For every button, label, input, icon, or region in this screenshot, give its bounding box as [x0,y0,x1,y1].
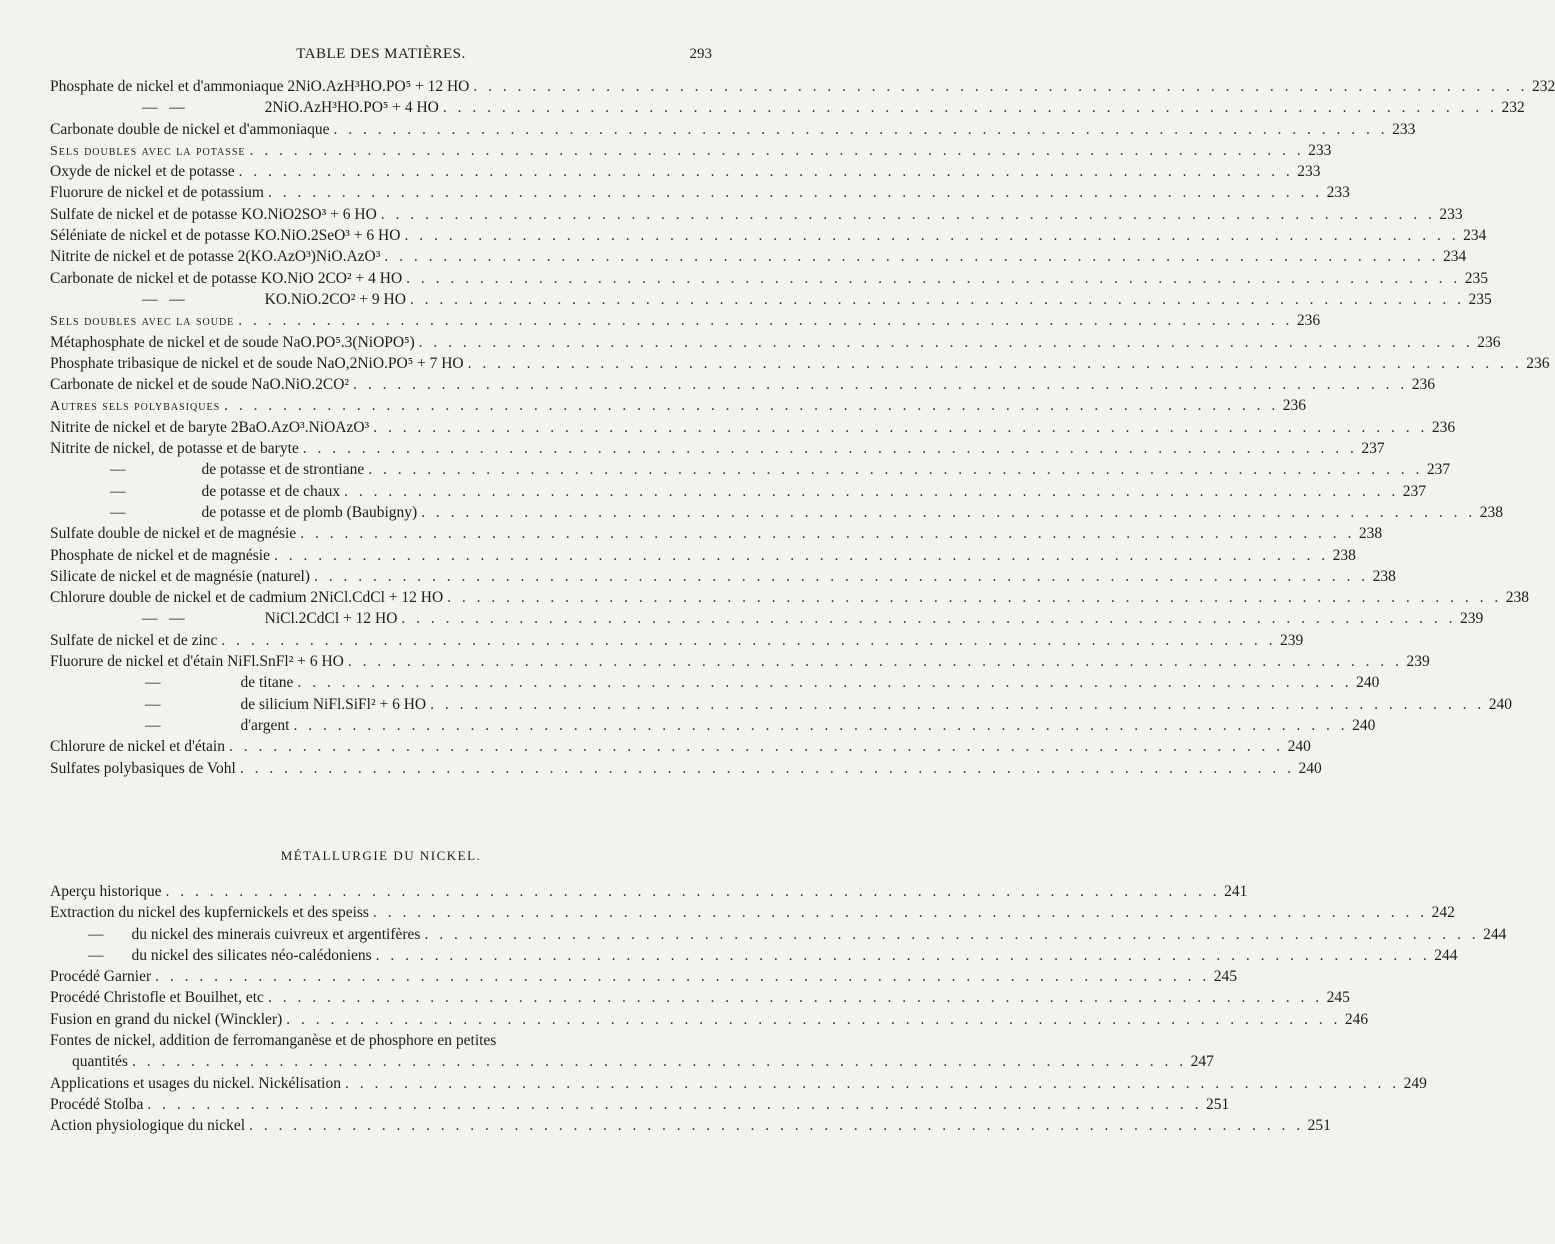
toc-page-number: 236 [1526,354,1550,372]
leader-dots [384,246,1439,267]
toc-entry-title: de silicium NiFl.SiFl² + 6 HO [240,695,427,713]
toc-entry-title: Fluorure de nickel et d'étain NiFl.SnFl² + 6 HO [50,653,344,671]
leader-dots [224,395,1279,416]
toc-entry [50,204,1463,225]
toc-entry-title: Procédé Stolba [50,1095,144,1113]
toc-entry-title: Carbonate de nickel et de potasse KO.NiO 2CO² + 4 HO [50,269,403,287]
toc-entry [50,630,1304,651]
toc-page-number: 233 [1392,120,1416,138]
leader-dots [348,651,1403,672]
page-number: 293 [689,46,712,62]
toc-entry-title: Nitrite de nickel, de potasse et de baryte [50,440,299,458]
toc-entry-title: Sulfates polybasiques de Vohl [50,759,236,777]
leader-dots [447,587,1502,608]
toc-entry-title: Silicate de nickel et de magnésie (naturel) [50,567,310,585]
toc-entry [50,608,1484,629]
toc-entry [50,289,1492,310]
toc-entry [50,715,1376,736]
toc-entry [50,1094,1230,1115]
toc-page-number: 235 [1468,290,1492,308]
toc-entry-title: de potasse et de strontiane [201,461,365,479]
toc-page-number: 233 [1297,163,1321,181]
leader-dots [229,736,1284,757]
leader-dots [421,502,1476,523]
toc-entry [50,945,1458,966]
toc-page-number: 249 [1403,1074,1427,1092]
toc-entry [50,566,1396,587]
leader-dots [147,1094,1202,1115]
leader-dots [249,140,1304,161]
toc-entry-title: Action physiologique du nickel [50,1117,246,1135]
toc-page-number: 251 [1206,1095,1230,1113]
leader-dots [268,182,1323,203]
toc-entry [50,987,1350,1008]
toc-entry [50,332,1501,353]
toc-entry-title: Phosphate de nickel et de magnésie [50,546,270,564]
toc-entry-title: de potasse et de plomb (Baubigny) [201,503,418,521]
toc-page-number: 247 [1190,1053,1214,1071]
toc-entry [50,97,1525,118]
leader-dots [268,987,1323,1008]
leader-dots [303,438,1358,459]
toc-page-number: 233 [1308,141,1332,159]
toc-page-number: 239 [1280,631,1304,649]
leader-dots [240,758,1295,779]
toc-entry [50,1115,1331,1136]
toc-page-number: 244 [1483,925,1507,943]
toc-entry-title: Fusion en grand du nickel (Winckler) [50,1010,283,1028]
toc-page-number: 236 [1282,397,1307,415]
toc-entry-title: Oxyde de nickel et de potasse [50,163,235,181]
leader-dots [249,1115,1304,1136]
toc-page-number: 245 [1213,968,1238,986]
leader-dots [424,924,1479,945]
toc-entry [50,966,1238,987]
leader-dots [286,1009,1341,1030]
toc-page-number: 234 [1463,227,1487,245]
toc-entry [50,395,1307,416]
ditto-mark: — [145,716,161,734]
leader-dots [300,523,1355,544]
leader-dots [165,881,1220,902]
toc-entry-title: Fluorure de nickel et de potassium [50,184,264,202]
toc-entry-title: Sulfate de nickel et de zinc [50,631,218,649]
leader-dots [238,310,1293,331]
toc-list-chemistry [50,76,1555,779]
ditto-mark: — [145,695,161,713]
running-title: TABLE DES MATIÈRES. [296,46,466,62]
section-heading: MÉTALLURGIE DU NICKEL. [280,848,482,863]
leader-dots [239,161,1294,182]
toc-page-number: 237 [1402,482,1426,500]
leader-dots [404,225,1459,246]
toc-entry-title: 2NiO.AzH³HO.PO⁵ + 4 HO [264,99,439,117]
ditto-mark: — [88,925,104,943]
leader-dots [274,545,1329,566]
toc-page-number: 236 [1411,376,1435,394]
toc-entry [50,881,1248,902]
toc-entry-title: de titane [240,674,294,692]
toc-page-number: 237 [1361,440,1385,458]
leader-dots [368,459,1423,480]
toc-entry-title: Sulfate de nickel et de potasse KO.NiO2SO³ + 6 HO [50,205,377,223]
toc-entry [50,140,1332,161]
toc-entry-title: du nickel des minerais cuivreux et argentifères [131,925,421,943]
leader-dots [132,1051,1187,1072]
toc-page-number: 245 [1326,989,1350,1007]
toc-entry-title: Chlorure double de nickel et de cadmium 2NiCl.CdCl + 12 HO [50,589,444,607]
toc-page-number: 241 [1224,883,1248,900]
toc-entry-title: d'argent [240,716,290,734]
toc-entry [50,1009,1369,1030]
toc-entry [50,310,1321,331]
toc-entry-title: Sels doubles avec la soude [50,314,235,330]
leader-dots [381,204,1436,225]
toc-entry-title: Chlorure de nickel et d'étain [50,738,225,756]
toc-page-number: 232 [1501,99,1525,117]
toc-entry [50,225,1487,246]
leader-dots [373,902,1428,923]
toc-page-number: 246 [1344,1010,1369,1028]
leader-dots [345,1073,1400,1094]
toc-entry [50,924,1507,945]
toc-page-number: 234 [1443,248,1467,266]
leader-dots [373,417,1428,438]
leader-dots [353,374,1408,395]
toc-page-number: 232 [1531,78,1555,95]
toc-page-number: 240 [1356,674,1380,692]
leader-dots [376,945,1431,966]
toc-entry-title: Phosphate tribasique de nickel et de soude NaO,2NiO.PO⁵ + 7 HO [50,354,464,372]
toc-entry [50,736,1311,757]
toc-entry [50,1030,1214,1073]
toc-page-number: 239 [1460,610,1484,628]
toc-entry-title: KO.NiO.2CO² + 9 HO [264,290,406,308]
toc-entry-title: Sulfate double de nickel et de magnésie [50,525,297,543]
toc-entry-title: Extraction du nickel des kupfernickels et des speiss [50,904,369,922]
toc-entry-title: Nitrite de nickel et de baryte 2BaO.AzO³.NiOAzO³ [50,418,370,436]
leader-dots [334,119,1389,140]
toc-entry [50,76,1555,97]
toc-page-number: 233 [1439,205,1463,223]
leader-dots [155,966,1210,987]
toc-entry [50,902,1455,923]
toc-entry-title: NiCl.2CdCl + 12 HO [264,610,398,628]
ditto-mark: — [145,674,161,692]
toc-page-number: 238 [1372,567,1396,585]
toc-entry-title: Séléniate de nickel et de potasse KO.NiO.2SeO³ + 6 HO [50,227,401,245]
toc-page-number: 236 [1477,333,1501,351]
toc-entry-title: Autres sels polybasiques [50,399,221,415]
toc-entry [50,417,1456,438]
toc-page-number: 240 [1352,716,1376,734]
leader-dots [419,332,1474,353]
toc-entry-title: Carbonate double de nickel et d'ammoniaque [50,120,330,138]
leader-dots [473,76,1528,97]
toc-page-number: 238 [1358,525,1383,543]
toc-entry [50,694,1513,715]
toc-entry-title: Aperçu historique [50,883,162,900]
toc-page-number: 238 [1479,503,1504,521]
toc-entry [50,672,1380,693]
toc-entry-title: Procédé Christofle et Bouilhet, etc [50,989,264,1007]
leader-dots [221,630,1276,651]
toc-list-metallurgy [50,881,1507,1137]
toc-page-number: 242 [1431,904,1455,922]
leader-dots [297,672,1352,693]
ditto-mark: — — [142,99,185,117]
toc-entry-title: Nitrite de nickel et de potasse 2(KO.AzO³)NiO.AzO³ [50,248,381,266]
toc-entry [50,502,1504,523]
toc-page-number: 240 [1287,738,1311,756]
ditto-mark: — — [142,290,185,308]
toc-page-number: 240 [1488,695,1513,713]
toc-entry-title: Métaphosphate de nickel et de soude NaO.PO⁵.3(NiOPO⁵) [50,333,415,351]
leader-dots [344,481,1399,502]
toc-entry-title-cont: quantités [72,1053,128,1071]
toc-entry [50,523,1383,544]
toc-entry-title: de potasse et de chaux [201,482,341,500]
running-head [50,46,712,66]
leader-dots [443,97,1498,118]
toc-entry-title: Applications et usages du nickel. Nickélisation [50,1074,341,1092]
toc-entry-title: Phosphate de nickel et d'ammoniaque 2NiO.AzH³HO.PO⁵ + 12 HO [50,78,470,95]
toc-page-number: 238 [1505,589,1530,607]
toc-entry [50,481,1426,502]
ditto-mark: — [110,503,126,521]
toc-entry [50,161,1321,182]
toc-entry [50,587,1530,608]
toc-entry-title: Procédé Garnier [50,968,152,986]
toc-page-number: 237 [1426,461,1451,479]
toc-page-number: 244 [1434,946,1458,964]
toc-entry [50,1073,1427,1094]
toc-entry [50,182,1350,203]
toc-entry [50,374,1435,395]
toc-page-number: 239 [1406,653,1430,671]
toc-entry-title: Fontes de nickel, addition de ferromanganèse et de phosphore en petites [50,1032,497,1050]
toc-page-number: 236 [1296,312,1321,330]
toc-entry [50,353,1550,374]
toc-page-number: 233 [1326,184,1350,202]
ditto-mark: — — [142,610,185,628]
toc-entry [50,545,1356,566]
toc-entry [50,246,1467,267]
toc-entry [50,268,1489,289]
ditto-mark: — [110,482,126,500]
leader-dots [410,289,1465,310]
toc-entry [50,119,1416,140]
toc-entry [50,651,1430,672]
ditto-mark: — [88,946,104,964]
toc-page-number: 251 [1307,1117,1331,1135]
toc-entry [50,438,1385,459]
leader-dots [314,566,1369,587]
toc-entry-title: du nickel des silicates néo-calédoniens [131,946,372,964]
toc-page-number: 236 [1431,418,1456,436]
toc-page-number: 238 [1332,546,1356,564]
toc-entry-title: Sels doubles avec la potasse [50,143,246,159]
toc-page-number: 235 [1464,269,1489,287]
toc-entry [50,758,1322,779]
toc-entry [50,459,1451,480]
toc-entry-title: Carbonate de nickel et de soude NaO.NiO.2CO² [50,376,350,394]
ditto-mark: — [110,461,126,479]
leader-dots [430,694,1485,715]
leader-dots [406,268,1461,289]
leader-dots [401,608,1456,629]
leader-dots [294,715,1349,736]
leader-dots [468,353,1523,374]
toc-page-number: 240 [1298,759,1322,777]
